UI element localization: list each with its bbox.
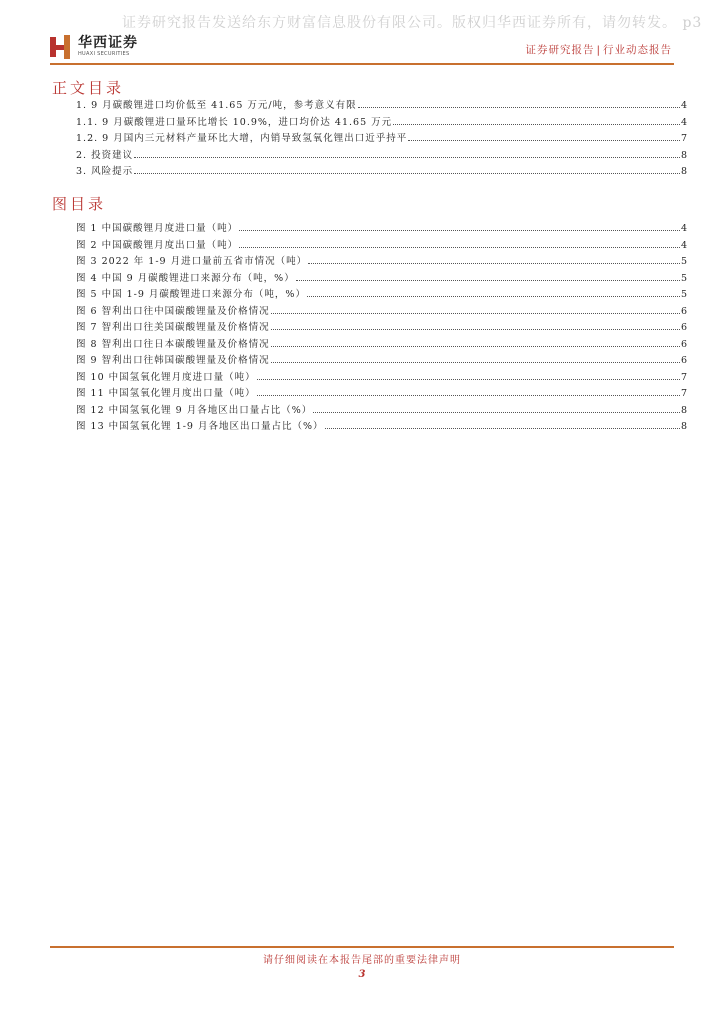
figure-entry[interactable]	[76, 402, 687, 419]
dot-leader	[307, 295, 680, 297]
toc-entry-label: 2. 投资建议	[76, 149, 134, 161]
toc-entry[interactable]	[76, 97, 687, 114]
toc-entry-page: 7	[681, 133, 688, 144]
figure-entry[interactable]	[76, 253, 687, 270]
figure-entry-label: 图 7 智利出口往美国碳酸锂量及价格情况	[76, 322, 270, 333]
toc-entry[interactable]	[76, 163, 687, 180]
toc-list	[76, 97, 687, 180]
figure-entry[interactable]	[76, 319, 687, 336]
dot-leader	[239, 229, 680, 231]
dot-leader	[296, 279, 680, 281]
figure-entry[interactable]	[76, 237, 687, 254]
figure-entry-label: 图 4 中国 9 月碳酸锂进口来源分布（吨，%）	[76, 272, 295, 284]
toc-entry[interactable]	[76, 114, 687, 131]
report-type: 证券研究报告	[525, 44, 595, 56]
toc-entry[interactable]	[76, 130, 687, 147]
figure-entry-label: 图 6 智利出口往中国碳酸锂量及价格情况	[76, 305, 270, 317]
figure-entry-label: 图 5 中国 1-9 月碳酸锂进口来源分布（吨，%）	[76, 289, 306, 300]
figure-entry-page: 6	[681, 305, 688, 317]
dot-leader	[271, 345, 680, 347]
figure-entry-label: 图 11 中国氢氧化锂月度出口量（吨）	[76, 388, 256, 399]
figure-entry-label: 图 13 中国氢氧化锂 1-9 月各地区出口量占比（%）	[76, 421, 324, 432]
dot-leader	[408, 139, 680, 141]
figure-entry-page: 8	[681, 404, 688, 416]
toc-entry-label: 1.1. 9 月碳酸锂进口量环比增长 10.9%，进口均价达 41.65 万元	[76, 116, 393, 128]
dot-leader	[358, 106, 680, 108]
figure-entry-page: 8	[681, 421, 688, 432]
dot-leader	[313, 411, 680, 413]
toc-title: 正文目录	[52, 79, 125, 97]
figure-entry[interactable]	[76, 418, 687, 435]
dot-leader	[134, 172, 680, 174]
figure-entry-label: 图 1 中国碳酸锂月度进口量（吨）	[76, 223, 239, 234]
figure-entry-label: 图 9 智利出口往韩国碳酸锂量及价格情况	[76, 355, 270, 366]
figure-entry[interactable]	[76, 303, 687, 320]
figure-entry-label: 图 2 中国碳酸锂月度出口量（吨）	[76, 239, 239, 251]
report-type-header: 证券研究报告 | 行业动态报告	[525, 44, 672, 56]
figures-title: 图目录	[52, 195, 107, 213]
toc-entry-page: 4	[681, 100, 688, 111]
dot-leader	[257, 378, 680, 380]
figure-entry-page: 5	[681, 256, 688, 267]
figure-entry-label: 图 3 2022 年 1-9 月进口量前五省市情况（吨）	[76, 256, 308, 267]
toc-entry-page: 8	[681, 149, 688, 161]
toc-entry-page: 4	[681, 116, 688, 128]
dot-leader	[393, 123, 680, 125]
huaxi-logo-icon	[50, 35, 72, 59]
figure-entry[interactable]	[76, 336, 687, 353]
figure-entry-page: 5	[681, 272, 688, 284]
toc-entry[interactable]	[76, 147, 687, 164]
figure-entry-page: 4	[681, 223, 688, 234]
dot-leader	[308, 262, 680, 264]
figure-entry-label: 图 10 中国氢氧化锂月度进口量（吨）	[76, 371, 256, 383]
page-number: 3	[358, 969, 366, 980]
dot-leader	[134, 156, 680, 158]
dot-leader	[239, 246, 680, 248]
dot-leader	[271, 312, 680, 314]
figure-entry-page: 6	[681, 322, 688, 333]
figures-list	[76, 220, 687, 435]
figure-entry-page: 7	[681, 388, 688, 399]
toc-entry-label: 1. 9 月碳酸锂进口均价低至 41.65 万元/吨，参考意义有限	[76, 100, 357, 111]
figure-entry[interactable]	[76, 369, 687, 386]
report-subtype: 行业动态报告	[603, 44, 672, 56]
figure-entry-page: 6	[681, 355, 688, 366]
figure-entry[interactable]	[76, 270, 687, 287]
figure-entry-page: 5	[681, 289, 688, 300]
figure-entry-page: 7	[681, 371, 688, 383]
figure-entry[interactable]	[76, 352, 687, 369]
figure-entry-page: 6	[681, 338, 688, 350]
toc-entry-label: 3. 风险提示	[76, 166, 134, 177]
figure-entry[interactable]	[76, 385, 687, 402]
figure-entry[interactable]	[76, 220, 687, 237]
footer-divider	[50, 946, 674, 948]
dot-leader	[271, 328, 680, 330]
toc-entry-label: 1.2. 9 月国内三元材料产量环比大增，内销导致氢氧化锂出口近乎持平	[76, 133, 408, 144]
logo-english-name: HUAXI SECURITIES	[78, 51, 130, 57]
toc-entry-page: 8	[681, 166, 688, 177]
company-logo	[50, 35, 138, 59]
header-divider	[50, 63, 674, 65]
dot-leader	[257, 394, 680, 396]
figure-entry-page: 4	[681, 239, 688, 251]
figure-entry-label: 图 12 中国氢氧化锂 9 月各地区出口量占比（%）	[76, 404, 313, 416]
logo-chinese-name: 华西证券	[78, 35, 138, 51]
watermark-text: 证券研究报告发送给东方财富信息股份有限公司。版权归华西证券所有，请勿转发。 p3	[122, 15, 703, 31]
figure-entry-label: 图 8 智利出口往日本碳酸锂量及价格情况	[76, 338, 270, 350]
figure-entry[interactable]	[76, 286, 687, 303]
footer-disclaimer[interactable]: 请仔细阅读在本报告尾部的重要法律声明	[263, 955, 461, 966]
dot-leader	[271, 361, 680, 363]
dot-leader	[325, 427, 681, 429]
